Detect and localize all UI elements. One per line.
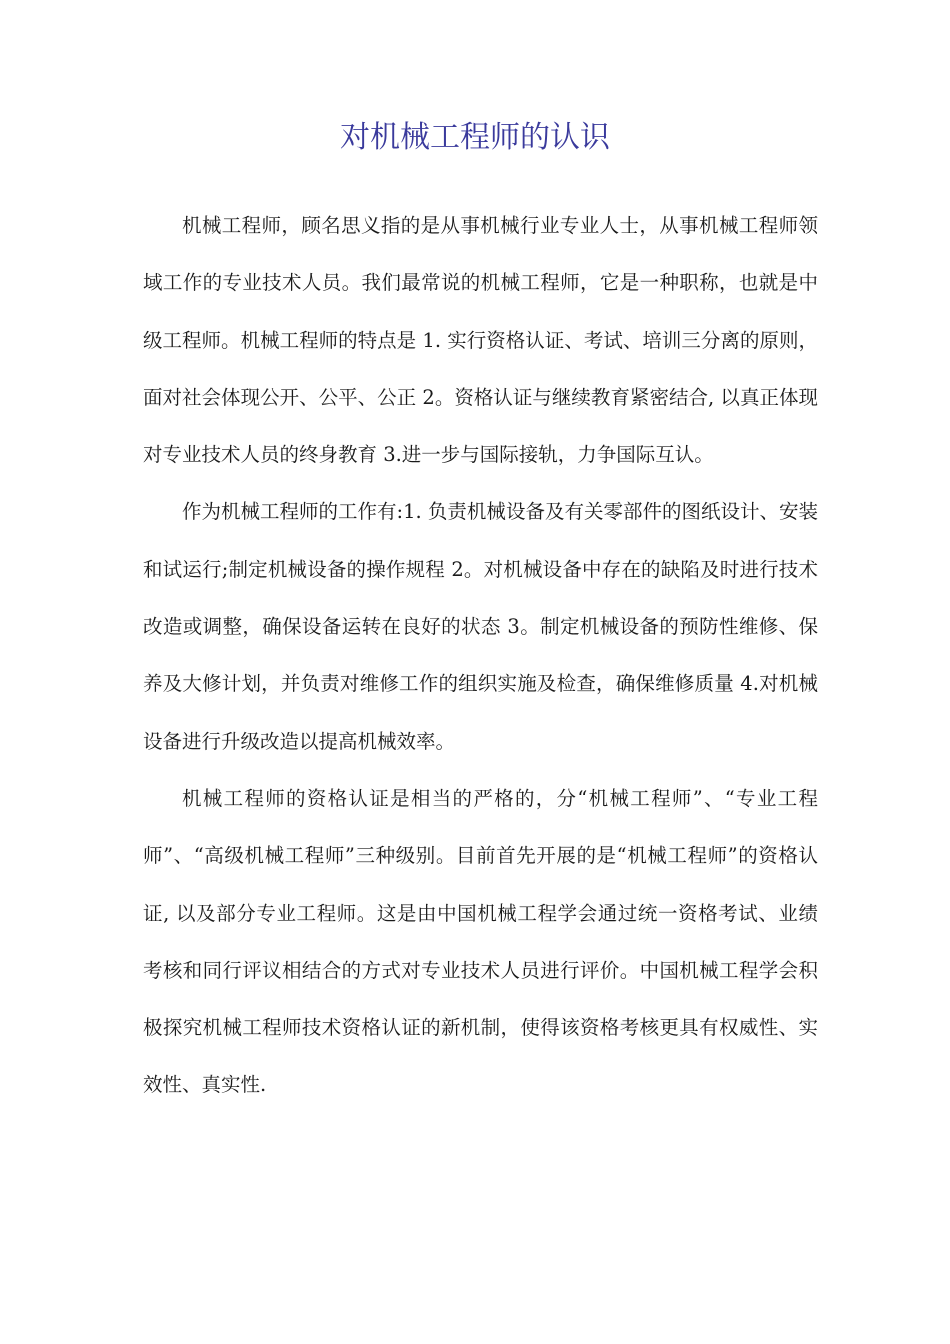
- document-body: [143, 197, 818, 1114]
- paragraph-3: 机械工程师的资格认证是相当的严格的，分“机械工程师”、“专业工程师”、“高级机械工程师”三种级别。目前首先开展的是“机械工程师”的资格认证, 以及部分专业工程师。这是由中国机械工程学会通过统一资格考试、业绩考核和同行评议相结合的方式对专业技术人员进行评价。中国机械工程学会积极探究机械工程师技术资格认证的新机制，使得该资格考核更具有权威性、实效性、真实性.: [143, 786, 818, 1097]
- paragraph-1: 机械工程师，顾名思义指的是从事机械行业专业人士，从事机械工程师领域工作的专业技术人员。我们最常说的机械工程师，它是一种职称，也就是中级工程师。机械工程师的特点是 1. 实行资格认证、考试、培训三分离的原则，面对社会体现公开、公平、公正 2。资格认证与继续教育紧密结合, 以真正体现对专业技术人员的终身教育 3.进一步与国际接轨，力争国际互认。: [143, 214, 818, 467]
- document-title: 对机械工程师的认识: [340, 120, 610, 155]
- paragraph-2: 作为机械工程师的工作有:1. 负责机械设备及有关零部件的图纸设计、安装和试运行;制定机械设备的操作规程 2。对机械设备中存在的缺陷及时进行技术改造或调整，确保设备运转在良好的状态 3。制定机械设备的预防性维修、保养及大修计划，并负责对维修工作的组织实施及检查，确保维修质量 4.对机械设备进行升级改造以提高机械效率。: [143, 500, 818, 753]
